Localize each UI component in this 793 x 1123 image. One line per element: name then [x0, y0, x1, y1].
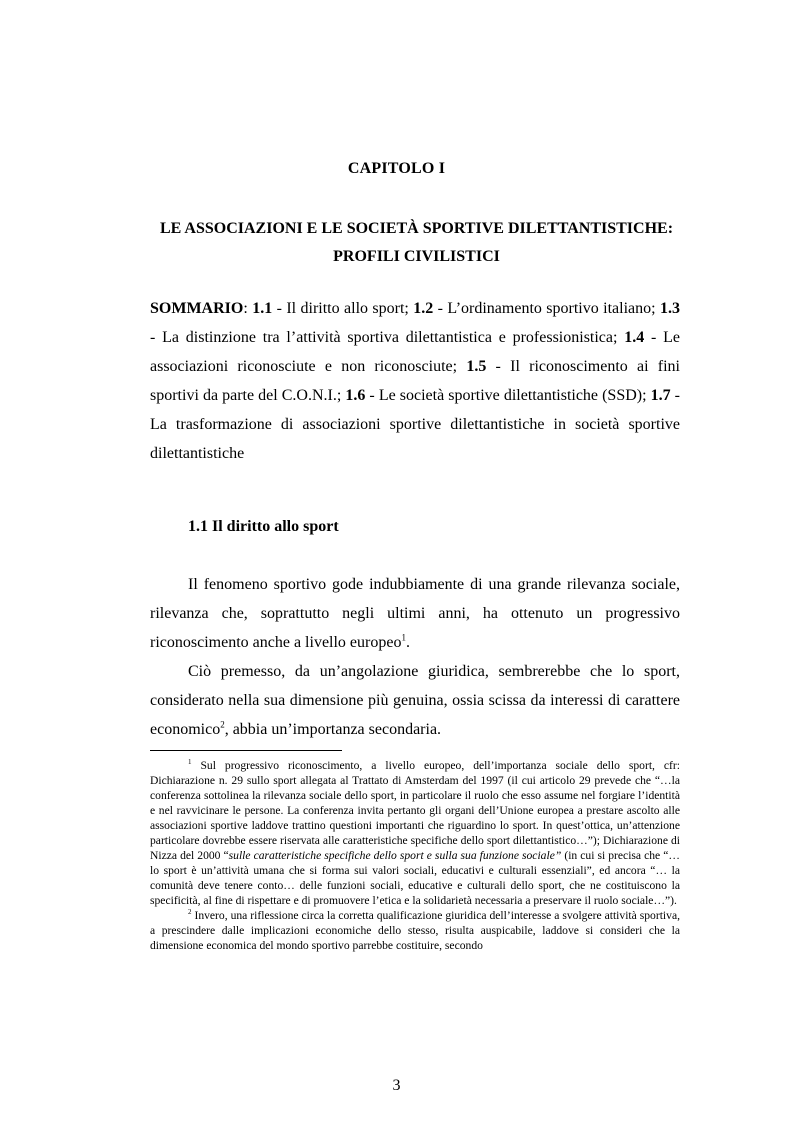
summary-item-num: 1.2: [413, 300, 434, 317]
footnote-number: 2: [188, 908, 192, 917]
chapter-title-line1: LE ASSOCIAZIONI E LE SOCIETÀ SPORTIVE DILETTANTISTICHE:: [159, 220, 674, 237]
page-number: 3: [392, 1077, 401, 1094]
summary-item-num: 1.1: [252, 300, 273, 317]
footnote: [150, 908, 680, 953]
footnotes: [150, 758, 680, 953]
summary-item-text: - La trasformazione di associazioni sportive dilettantistiche in società sportive dilettantistiche: [150, 387, 680, 462]
footnote-ref[interactable]: 2: [220, 719, 225, 730]
summary-item-text: - Il diritto allo sport;: [272, 300, 414, 317]
summary-label: SOMMARIO: [150, 300, 244, 317]
summary-item-num: 1.7: [650, 387, 671, 404]
footnote-ref[interactable]: 1: [401, 632, 406, 643]
chapter-title-line2: PROFILI CIVILISTICI: [333, 248, 500, 265]
footnote-separator: [150, 750, 342, 751]
summary-item-num: 1.3: [660, 300, 680, 317]
footnote-text: Sul progressivo riconoscimento, a livello europeo, dell’importanza sociale dello sport, cfr: Dichiarazione n. 29 sullo sport allegata al Trattato di Amsterdam del 1997 (il cui articolo 29 prevede che “…la conferenza sottolinea la rilevanza sociale dello sport, in particolare il ruolo che esso assume nel forgiare l’identità e nel ravvicinare le persone. La conferenza invita pertanto gli organi dell’Unione europea a prestare ascolto alle associazioni sportive laddove trattino questioni importanti che riguardino lo sport. In quest’ottica, un’attenzione particolare dovrebbe essere riservata alle caratteristiche specifiche dello sport dilettantistico…”); Dichiarazione di Nizza del 2000 “: [150, 759, 680, 862]
summary-item-text: - L’ordinamento sportivo italiano;: [433, 300, 660, 317]
chapter-label: CAPITOLO I: [347, 160, 446, 177]
summary-item-num: 1.4: [624, 329, 645, 346]
paragraph-text: , abbia un’importanza secondaria.: [224, 721, 442, 738]
footnote: [150, 758, 680, 908]
summary-item-num: 1.5: [466, 358, 487, 375]
footnote-number: 1: [188, 758, 192, 767]
footnote-text: Invero, una riflessione circa la corretta qualificazione giuridica dell’interesse a svolgere attività sportiva, a prescindere dalle implicazioni economiche dello stesso, risulta auspicabile, laddove si consideri che la dimensione economica del mondo sportivo parrebbe costituire, secondo: [150, 909, 680, 952]
section-heading: 1.1 Il diritto allo sport: [188, 518, 339, 535]
paragraph: [150, 570, 680, 657]
footnote-italic: sulle caratteristiche specifiche dello sport e sulla sua funzione sociale”: [228, 849, 562, 862]
summary-item-text: - Il riconoscimento ai fini sportivi da parte del C.O.N.I.;: [150, 358, 680, 404]
summary: SOMMARIO: 1.1 - Il diritto allo sport; 1.2 - L’ordinamento sportivo italiano; 1.3 - La distinzione tra l’attività sportiva dilettantistica e professionistica; 1.4 - Le associazioni riconosciute e non riconosciute; 1.5 - Il riconoscimento ai fini sportivi da parte del C.O.N.I.; 1.6 - Le società sportive dilettantistiche (SSD); 1.7 - La trasformazione di associazioni sportive dilettantistiche in società sportive dilettantistiche: [150, 300, 680, 462]
chapter-title: [100, 215, 733, 271]
paragraph-text: Ciò premesso, da un’angolazione giuridica, sembrerebbe che lo sport, considerato nella sua dimensione più genuina, ossia scissa da interessi di carattere economico: [150, 663, 680, 738]
paragraph: [150, 657, 680, 744]
body-text: [150, 570, 680, 744]
summary-item-num: 1.6: [345, 387, 366, 404]
footnote-text: (in cui si precisa che “…lo sport è un’attività umana che si forma sui valori sociali, educativi e culturali essenziali”, ed ancora “… la comunità deve tenere conto… delle funzioni sociali, educative e culturali dello sport, che ne costituiscono la specificità, al fine di rispettare e di promuovere l’etica e la solidarietà necessaria a preservare il ruolo sociale…”).: [150, 849, 680, 907]
paragraph-text: Il fenomeno sportivo gode indubbiamente di una grande rilevanza sociale, rilevanza che, soprattutto negli ultimi anni, ha ottenuto un progressivo riconoscimento anche a livello europeo: [150, 576, 680, 651]
summary-item-text: - Le società sportive dilettantistiche (SSD);: [365, 387, 651, 404]
paragraph-text: .: [405, 634, 410, 651]
summary-item-text: - La distinzione tra l’attività sportiva dilettantistica e professionistica;: [150, 329, 625, 346]
summary-item-text: - Le associazioni riconosciute e non riconosciute;: [150, 329, 680, 375]
